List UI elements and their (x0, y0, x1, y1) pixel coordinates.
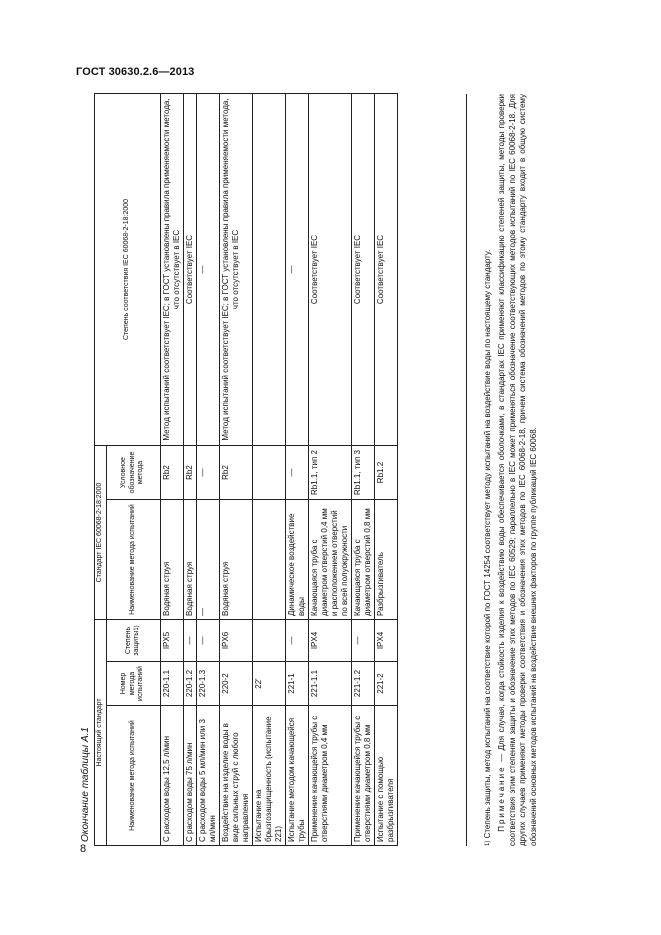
cell-iec-designation: Rb2 (183, 446, 196, 500)
cell-protection: IPX5 (160, 620, 183, 662)
cell-protection: — (196, 620, 219, 662)
cell-protection: — (183, 620, 196, 662)
cell-correspondence: Метод испытаний соответствует IEC; в ГОСТ установлены правила применяемости метода, что отсутствует в IEC (219, 94, 252, 446)
cell-national-number: 220-1.2 (183, 662, 196, 706)
cell-correspondence: — (285, 94, 308, 446)
header-correspondence: Степень соответствия IEC 60068-2-18:2000 (95, 94, 161, 446)
cell-national-number: 220-1.1 (160, 662, 183, 706)
cell-national-method: Испытание с помощью разбрызгивателя (374, 706, 397, 846)
footnote-text: Степень защиты, метод испытаний на соответствие которой по ГОСТ 14254 соответствует методу испытаний на воздействие воды по настоящему стандарту. (483, 249, 492, 839)
table-continuation-caption: Окончание таблицы А.1 (80, 727, 91, 842)
cell-correspondence: Метод испытаний соответствует IEC; в ГОСТ установлены правила применяемости метода, что отсутствует в IEC (160, 94, 183, 446)
header-protection-label: Степень защиты (124, 626, 140, 656)
cell-protection: — (351, 620, 374, 662)
cell-correspondence: Соответствует IEC (308, 94, 351, 446)
cell-correspondence: Соответствует IEC (351, 94, 374, 446)
cell-iec-designation: Rb2 (160, 446, 183, 500)
table-row (285, 94, 308, 846)
cell-national-number: 221-1.1 (308, 662, 351, 706)
rotated-table-block (94, 94, 562, 846)
cell-iec-method: Качающаяся труба с диаметром отверстий 0,8 мм (351, 500, 374, 620)
group-header-iec: Стандарт IEC 60068-2-18:2000 (95, 446, 107, 620)
cell-iec-method: — (196, 500, 219, 620)
cell-national-method: Применение качающейся трубы с отверстиями диаметром 0,8 мм (351, 706, 374, 846)
cell-correspondence: — (196, 94, 219, 446)
document-code: ГОСТ 30630.2.6—2013 (76, 66, 195, 78)
page-number: 8 (80, 843, 87, 855)
header-national-number: Номер метода испытаний (106, 662, 160, 706)
table-row (160, 94, 183, 846)
cell-correspondence: Соответствует IEC (374, 94, 397, 446)
table-row (374, 94, 397, 846)
cell-national-method: Испытание методом качающейся трубы (285, 706, 308, 846)
cell-iec-method: Водяная струя (219, 500, 252, 620)
cell-iec-method: Водяная струя (160, 500, 183, 620)
cell-iec-designation: Rb2 (219, 446, 252, 500)
footnote (483, 94, 494, 846)
note (497, 94, 540, 846)
cell-national-method: С расходом воды 5 мл/мин или 3 мл/мин (196, 706, 219, 846)
cell-national-method: Испытание на брызгозащищенность (испытание 221) (252, 706, 285, 846)
cell-national-method: Воздействие на изделие воды в виде сильных струй с любого направления (219, 706, 252, 846)
cell-national-method: С расходом воды 12,5 л/мин (160, 706, 183, 846)
cell-national-number: 220-1.3 (196, 662, 219, 706)
notes-block (483, 94, 543, 846)
footnote-rule (466, 94, 467, 846)
cell-iec-designation: Rb1.1, тип 2 (308, 446, 351, 500)
cell-protection: IPX4 (374, 620, 397, 662)
cell-protection: IPX4 (308, 620, 351, 662)
header-iec-designation: Условное обозначение метода (106, 446, 160, 500)
note-text: — Для случая, когда стойкость изделия к воздействию воды обеспечивается оболочками, в стандартах IEC применяют классификацию степеней защиты, методы проверки соответствия этим степеням защиты и обозначение этих методов по IEC 60529; параллельно в IEC может применяться обозначение соответствующих методов испытаний по IEC 60068-2-18. Для других случаев применяют методы проверки соответствия и обозначения этих методов по IEC 60068-2-18, причем система обозначений методов по этому стандарту входит в общую систему обозначений основных методов испытаний на воздействие внешних факторов по группе публикаций IEC 60068. (496, 93, 539, 846)
table-row (351, 94, 374, 846)
cell-national-number: 221-2 (374, 662, 397, 706)
table-row (308, 94, 351, 846)
cell-national-method: С расходом воды 75 л/мин (183, 706, 196, 846)
cell-iec-designation: — (196, 446, 219, 500)
table-row (196, 94, 219, 846)
footnote-marker: 1) (485, 840, 491, 846)
cell-correspondence (252, 94, 285, 446)
table-row (183, 94, 196, 846)
cell-iec-method: Разбрызгиватель (374, 500, 397, 620)
header-iec-method: Наименование метода испытаний (106, 500, 160, 620)
header-national-method: Наименование метода испытаний (106, 706, 160, 846)
cell-protection: IPX6 (219, 620, 252, 662)
note-label: Примечание (496, 765, 506, 832)
group-header-national: Настоящий стандарт (95, 620, 107, 846)
methods-table (94, 93, 398, 846)
cell-iec-method (252, 500, 285, 620)
cell-protection: — (285, 620, 308, 662)
cell-national-method: Применение качающейся трубы с отверстиями диаметром 0,4 мм (308, 706, 351, 846)
cell-iec-method: Качающаяся труба с диаметром отверстий 0,4 мм и расположением отверстий по всей полуокружности (308, 500, 351, 620)
cell-iec-designation (252, 446, 285, 500)
cell-iec-designation: Rb1.2 (374, 446, 397, 500)
cell-national-number: 22' (252, 662, 285, 706)
table-row (252, 94, 285, 846)
cell-iec-method: Динамическое воздействие воды (285, 500, 308, 620)
cell-national-number: 221-1.2 (351, 662, 374, 706)
cell-national-number: 221-1 (285, 662, 308, 706)
cell-iec-designation: — (285, 446, 308, 500)
cell-protection (252, 620, 285, 662)
table-row (219, 94, 252, 846)
cell-national-number: 220-2 (219, 662, 252, 706)
header-protection (106, 620, 160, 662)
header-protection-footnote-ref: 1) (134, 625, 140, 631)
cell-iec-method: Водяная струя (183, 500, 196, 620)
cell-correspondence: Соответствует IEC (183, 94, 196, 446)
cell-iec-designation: Rb1.1, тип 3 (351, 446, 374, 500)
table-body (160, 94, 397, 846)
